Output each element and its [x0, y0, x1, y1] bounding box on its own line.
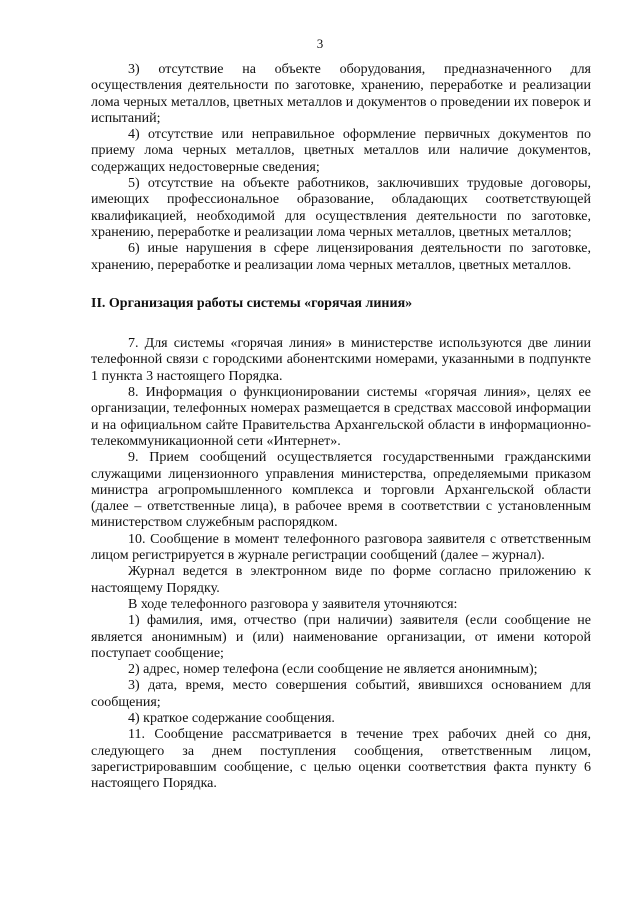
list-item: 3) дата, время, место совершения событий, явившихся основанием для сообщения; — [91, 678, 591, 710]
paragraph: 5) отсутствие на объекте работников, заключивших трудовые договоры, имеющих профессиональное образование, обладающих соответствующей квалификацией, необходимой для осуществления деятельности по заготовке, хранению, переработке и реализации лома черных металлов, цветных металлов; — [91, 176, 591, 240]
paragraph: 10. Сообщение в момент телефонного разговора заявителя с ответственным лицом регистрируется в журнале регистрации сообщений (далее – журнал). — [91, 531, 591, 564]
page-number: 3 — [316, 36, 324, 51]
paragraph: 4) отсутствие или неправильное оформление первичных документов по приему лома черных металлов, цветных металлов или наличие документов, содержащих недостоверные сведения; — [91, 127, 591, 175]
paragraph: Журнал ведется в электронном виде по форме согласно приложению к настоящему Порядку. — [91, 564, 591, 596]
list-item: 4) краткое содержание сообщения. — [128, 710, 335, 726]
paragraph: В ходе телефонного разговора у заявителя уточняются: — [128, 596, 458, 612]
list-item: 2) адрес, номер телефона (если сообщение не является анонимным); — [128, 662, 538, 678]
paragraph: 6) иные нарушения в сфере лицензирования деятельности по заготовке, хранению, переработке и реализации лома черных металлов, цветных металлов. — [91, 241, 591, 273]
paragraph: 7. Для системы «горячая линия» в министерстве используются две линии телефонной связи с городскими абонентскими номерами, указанными в подпункте 1 пункта 3 настоящего Порядка. — [91, 336, 591, 384]
paragraph: 11. Сообщение рассматривается в течение трех рабочих дней со дня, следующего за днем поступления сообщения, ответственным лицом, зарегистрировавшим сообщение, с целью оценки соответствия факта пункту 6 настоящего Порядка. — [91, 727, 591, 792]
section-heading: II. Организация работы системы «горячая линия» — [91, 295, 413, 311]
document-body — [91, 62, 591, 792]
paragraph: 8. Информация о функционировании системы «горячая линия», целях ее организации, телефонных номерах размещается в средствах массовой информации и на официальном сайте Правительства Архангельской области в информационно-телекоммуникационной сети «Интернет». — [91, 385, 591, 449]
paragraph: 3) отсутствие на объекте оборудования, предназначенного для осуществления деятельности по заготовке, хранению, переработке и реализации лома черных металлов, цветных металлов и документов о проведении их поверок и испытаний; — [91, 62, 591, 126]
list-item: 1) фамилия, имя, отчество (при наличии) заявителя (если сообщение не является анонимным) и (или) наименование организации, от имени которой поступает сообщение; — [91, 613, 591, 661]
paragraph: 9. Прием сообщений осуществляется государственными гражданскими служащими лицензионного управления министерства, определяемыми приказом министра агропромышленного комплекса и торговли Архангельской области (далее – ответственные лица), в рабочее время в соответствии с установленным министерством служебным распорядком. — [91, 450, 591, 531]
